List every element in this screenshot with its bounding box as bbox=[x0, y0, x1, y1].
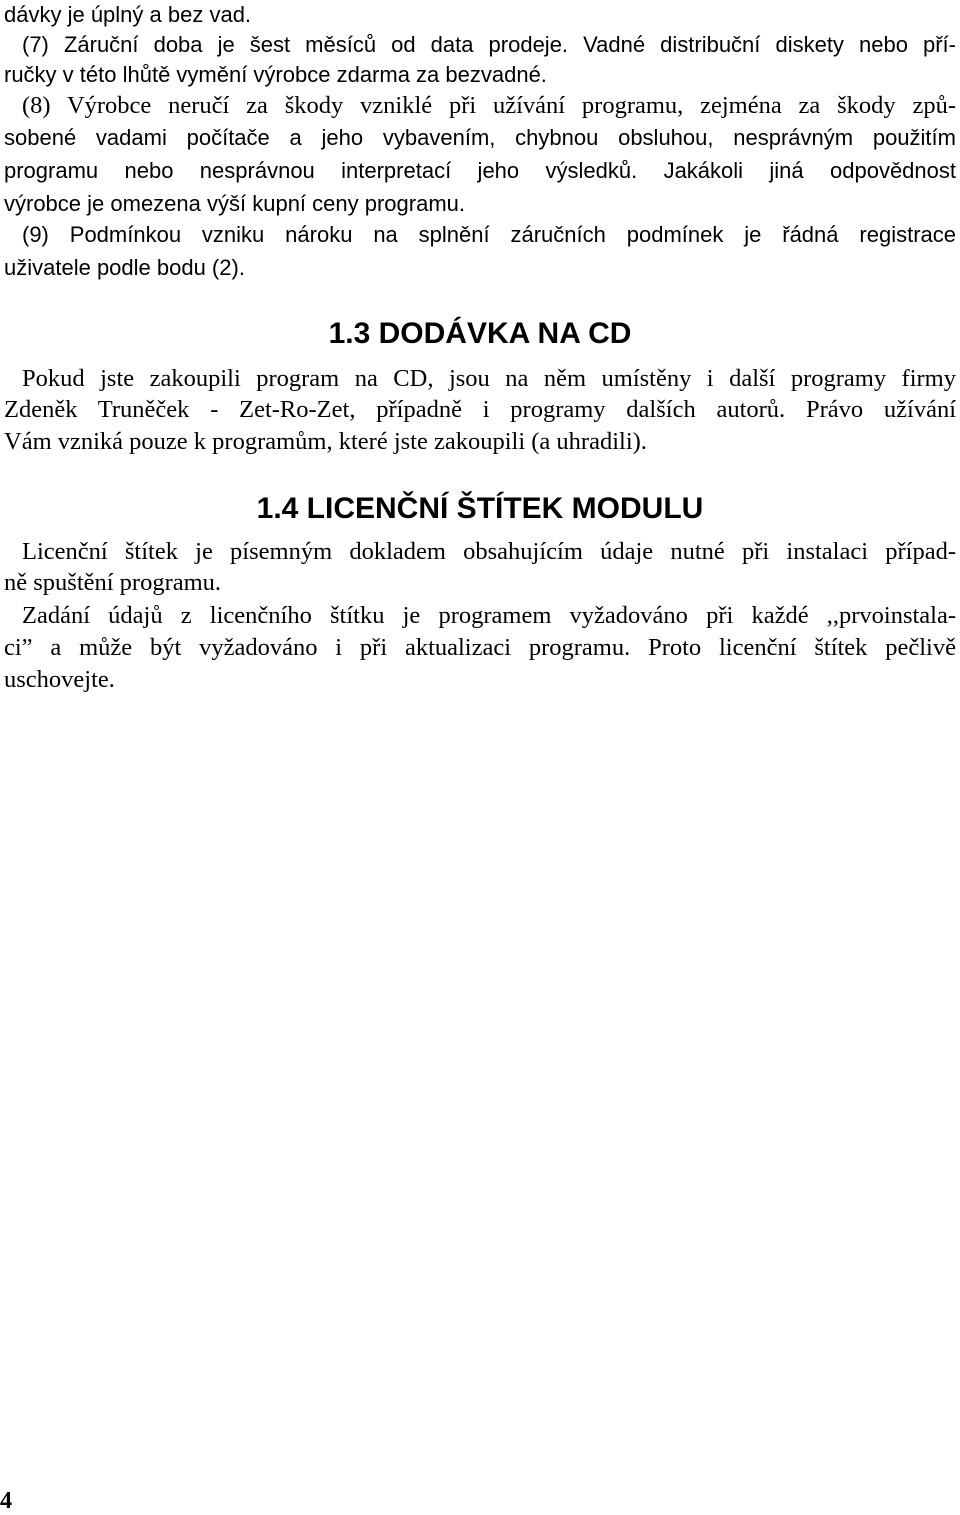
text-line: (9) Podmínkou vzniku nároku na splnění záručních podmínek je řádná registrace bbox=[22, 222, 956, 247]
text-line: Vám vzniká pouze k programům, které jste zakoupili (a uhradili). bbox=[4, 428, 647, 455]
text-line: dávky je úplný a bez vad. bbox=[4, 2, 252, 27]
text-line: Licenční štítek je písemným dokladem obsahujícím údaje nutné při instalaci případ- bbox=[22, 538, 956, 565]
text-line: ručky v této lhůtě vymění výrobce zdarma za bezvadné. bbox=[4, 62, 547, 87]
text-line: Pokud jste zakoupili program na CD, jsou na něm umístěny i další programy firmy bbox=[22, 365, 956, 392]
text-line: uschovejte. bbox=[4, 666, 115, 693]
text-line: programu nebo nesprávnou interpretací jeho výsledků. Jakákoli jiná odpovědnost bbox=[4, 158, 956, 183]
text-line: Zadání údajů z licenčního štítku je programem vyžadováno při každé ,,prvoinstala- bbox=[22, 602, 956, 629]
text-line: ci” a může být vyžadováno i při aktualizaci programu. Proto licenční štítek pečlivě bbox=[4, 634, 956, 661]
section-heading-cd: 1.3 DODÁVKA NA CD bbox=[328, 317, 632, 350]
text-line: výrobce je omezena výší kupní ceny programu. bbox=[4, 191, 466, 216]
text-line: uživatele podle bodu (2). bbox=[4, 255, 245, 280]
text-line: Zdeněk Truněček - Zet-Ro-Zet, případně i programy dalších autorů. Právo užívání bbox=[4, 396, 956, 423]
text-line: (8) Výrobce neručí za škody vzniklé při užívání programu, zejména za škody způ- bbox=[22, 92, 956, 119]
text-line: sobené vadami počítače a jeho vybavením, chybnou obsluhou, nesprávným použitím bbox=[4, 125, 956, 150]
text-line: ně spuštění programu. bbox=[4, 569, 222, 596]
section-heading-license: 1.4 LICENČNÍ ŠTÍTEK MODULU bbox=[256, 492, 704, 525]
page-number: 4 bbox=[0, 1488, 12, 1514]
text-line: (7) Záruční doba je šest měsíců od data prodeje. Vadné distribuční diskety nebo pří- bbox=[22, 32, 956, 57]
